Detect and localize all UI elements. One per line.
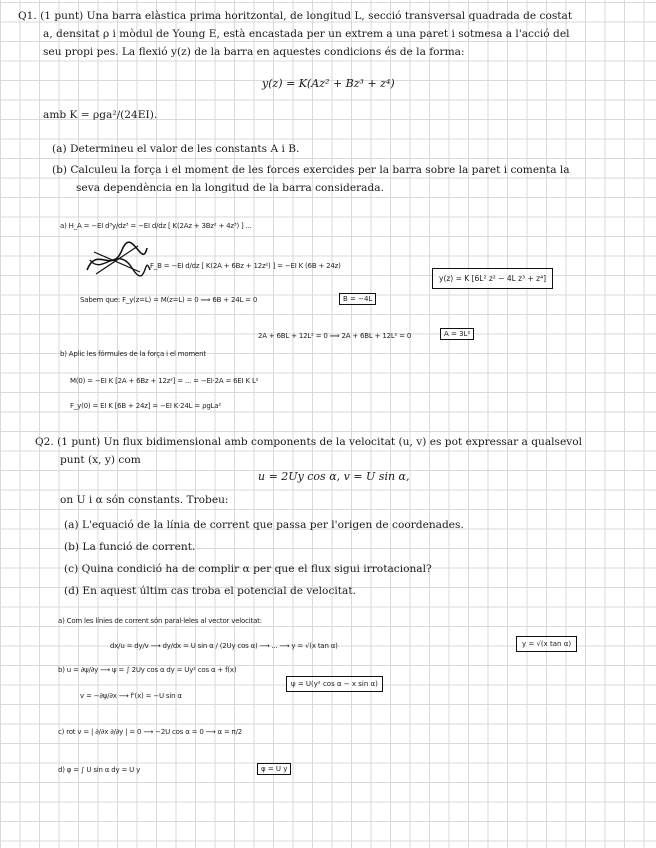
q1-formula: y(z) = K(Az² + Bz³ + z⁴) [262,77,395,90]
q2-note-line-4: v = −∂ψ/∂x ⟶ f'(x) = −U sin α [80,692,182,700]
q2-formula: u = 2Uy cos α, v = U sin α, [258,470,410,483]
q1-answer-box-A: A = 3L² [440,328,474,340]
q1-with-line: amb K = ρga²/(24EI). [43,109,158,121]
q2-answer-box-streamline: y = √(x tan α) [516,636,577,652]
q1-answer-box-flexion: y(z) = K [6L² z² − 4L z³ + z⁴] [432,268,553,289]
q1-note-line-7: F_y(0) = EI K [6B + 24z] = −EI K·24L = ρgLa² [70,402,221,410]
q2-note-line-1: a) Com les línies de corrent són paral·leles al vector velocitat: [58,617,262,625]
q1-intro-line-3: seu propi pes. La flexió y(z) de la barra en aquestes condicions és de la forma: [43,46,465,58]
q2-item-c: (c) Quina condició ha de complir α per que el flux sigui irrotacional? [64,563,432,575]
q2-note-line-3: b) u = ∂ψ/∂y ⟶ ψ = ∫ 2Uy cos α dy = Uy² cos α + f(x) [58,666,237,674]
q2-item-b: (b) La funció de corrent. [64,541,196,553]
q2-intro-line-2: punt (x, y) com [60,454,141,466]
q1-answer-box-B: B = −4L [339,293,376,305]
q1-crossed-out-scribble [82,240,152,280]
q1-heading: Q1. (1 punt) [18,10,84,22]
q1-note-line-2: F_B = −EI d/dz [ K(2A + 6Bz + 12z²) ] = −EI K (6B + 24z) [150,262,341,270]
q2-answer-box-potential: φ = U y [257,763,291,775]
q2-item-d: (d) En aquest últim cas troba el potencial de velocitat. [64,585,356,597]
q2-constants-line: on U i α són constants. Trobeu: [60,494,229,506]
q2-item-a: (a) L'equació de la línia de corrent que passa per l'origen de coordenades. [64,519,464,531]
q1-intro-line-1: Q1. (1 punt) Una barra elàstica prima horitzontal, de longitud L, secció transversal quadrada de costat [18,10,573,22]
q1-item-b-cont: seva dependència en la longitud de la barra considerada. [76,182,384,194]
q2-note-line-2: dx/u = dy/v ⟶ dy/dx = U sin α / (2Uy cos α) ⟶ ... ⟶ y = √(x tan α) [110,642,338,650]
q2-intro-line-1: Q2. (1 punt) Un flux bidimensional amb components de la velocitat (u, v) es pot expressar a qualsevol [35,436,583,448]
q1-note-line-6: M(0) = −EI K [2A + 6Bz + 12z²] = ... = −EI·2A = 6EI K L² [70,377,259,385]
q1-note-line-4: 2A + 6BL + 12L² = 0 ⟹ 2A + 6BL + 12L² = 0 [258,332,412,340]
q1-note-line-1: a) H_A = −EI d³y/dz³ = −EI d/dz [ K(2Az + 3Bz² + 4z³) ] ... [60,222,252,230]
q1-note-line-5: b) Aplic les fórmules de la força i el moment [60,350,206,358]
q2-note-line-6: d) φ = ∫ U sin α dy = U y [58,766,141,774]
q2-note-line-5: c) rot v = | ∂/∂x ∂/∂y | = 0 ⟶ −2U cos α = 0 ⟶ α = π/2 [58,728,243,736]
q2-heading: Q2. (1 punt) [35,436,101,448]
q1-note-line-3: Sabem que: F_y(z=L) = M(z=L) = 0 ⟹ 6B + 24L = 0 [80,296,258,304]
q1-intro-line-2: a, densitat ρ i mòdul de Young E, està encastada per un extrem a una paret i sotmesa a l'acció del [43,28,570,40]
q2-answer-box-stream-function: ψ = U(y² cos α − x sin α) [286,676,383,692]
q1-item-b: (b) Calculeu la força i el moment de les forces exercides per la barra sobre la paret i comenta la [52,164,570,176]
q1-item-a: (a) Determineu el valor de les constants A i B. [52,143,300,155]
